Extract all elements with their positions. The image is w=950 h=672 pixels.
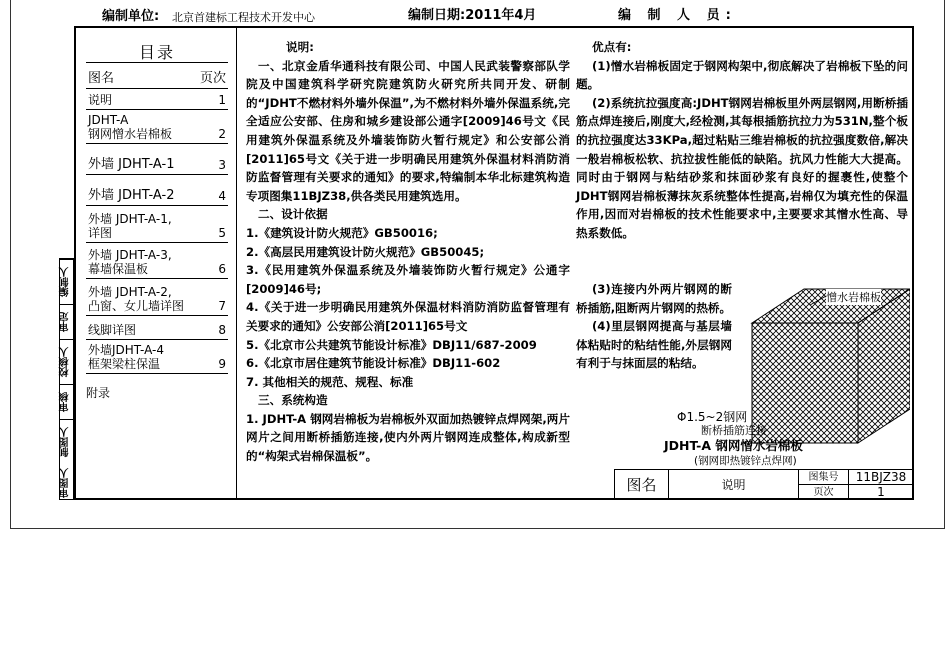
- toc-row-page: 9: [218, 357, 226, 371]
- toc-row[interactable]: [86, 175, 228, 206]
- toc-col-name: 图名: [88, 71, 115, 86]
- toc-row-page: 7: [218, 299, 226, 313]
- basis-title: 二、设计依据: [258, 207, 328, 222]
- header-strip: [98, 0, 948, 24]
- explanation-title: 说明:: [286, 40, 314, 54]
- sidebar-cell: 审定: [60, 304, 73, 339]
- atlas-value: 11BJZ38: [849, 470, 913, 485]
- basis-item: 2.《高层民用建筑设计防火规范》GB50045;: [246, 244, 485, 259]
- toc-row-name: 外墙 JDHT-A-1, 详图: [88, 212, 172, 240]
- toc-row-name: JDHT-A 钢网憎水岩棉板: [88, 113, 173, 141]
- explanation-intro: 一、北京金盾华通科技有限公司、中国人民武装警察部队学院及中国建筑科学研究院建筑防火研究所共同开发、研制的“JDHT不燃材料外墙外保温”,为不燃材料外墙外保温系统,完全适应公安部、住房和城乡建设部公通字[2009]46号文《民用建筑外保温系统及外墙装饰防火暂行规定》和公安部公消[2011]65号文《关于进一步明确民用建筑外保温材料消防消防监督管理有关要求的通知》的要求,特编制本华北标建筑构造专项图集11BJZ38,供各类民用建筑选用。: [246, 58, 570, 203]
- atlas-label: 图集号: [799, 470, 849, 485]
- toc-title: 目录: [86, 40, 228, 63]
- toc-row-page: 6: [218, 262, 226, 276]
- illustration-caption: JDHT-A 钢网憎水岩棉板: [664, 438, 803, 453]
- basis-item: 6.《北京市居住建筑节能设计标准》DBJ11-602: [246, 356, 501, 371]
- title-block-label: 图名: [615, 470, 669, 500]
- toc-row[interactable]: [86, 89, 228, 110]
- toc-row-name: 说明: [88, 93, 113, 107]
- toc-row-page: 8: [218, 323, 226, 337]
- sidebar-cell: 审图人: [60, 468, 71, 498]
- explanation-column: [246, 38, 570, 466]
- column-divider: [236, 26, 237, 500]
- toc-row-page: 1: [218, 93, 226, 107]
- advantage-item: (3)连接内外两片钢网的断桥插筋,阻断两片钢网的热桥。: [576, 282, 732, 315]
- toc-appendix: 附录: [86, 386, 111, 400]
- signature-sidebar: [59, 258, 74, 500]
- advantage-item: (4)里层钢网提高与基层墙体粘贴时的粘结性能,外层钢网有利于与抹面层的粘结。: [576, 319, 732, 371]
- toc-header: [86, 63, 228, 89]
- basis-item: 3.《民用建筑外保温系统及外墙装饰防火暂行规定》公通字[2009]46号;: [246, 263, 570, 296]
- toc-row-name: 外墙 JDHT-A-3, 幕墙保温板: [88, 248, 172, 276]
- sidebar-cell: 校核人: [60, 339, 73, 384]
- toc-row-name: 外墙JDHT-A-4 框架梁柱保温: [88, 343, 165, 371]
- toc-row-page: 5: [218, 226, 226, 240]
- toc-row[interactable]: [86, 206, 228, 243]
- toc-row-name: 外墙 JDHT-A-2: [88, 188, 175, 203]
- sidebar-cell: 审核: [60, 384, 73, 419]
- toc-row-name: 外墙 JDHT-A-1: [88, 157, 175, 172]
- basis-item: 1.《建筑设计防火规范》GB50016;: [246, 225, 438, 240]
- label-board: 憎水岩棉板: [826, 291, 881, 304]
- toc-row-page: 3: [218, 158, 226, 172]
- title-block: [614, 469, 914, 500]
- toc-row-name: 线脚详图: [88, 323, 137, 337]
- date-label: 编制日期:2011年4月: [408, 8, 537, 23]
- unit-label: 编制单位:: [102, 9, 160, 24]
- illustration-subcaption: (钢网即热镀锌点焊网): [694, 455, 797, 467]
- advantages-title: 优点有:: [592, 40, 632, 54]
- sidebar-cell: 编制人: [60, 259, 73, 304]
- toc-row[interactable]: [86, 144, 228, 175]
- advantage-item: (2)系统抗拉强度高:JDHT钢网岩棉板里外两层钢网,用断桥插筋点焊连接后,刚度大,经检测,其每根插筋抗拉力为531N,整个板的抗拉强度达33KPa,超过粘贴三维岩棉板的抗拉强度数倍,解决一般岩棉板松软、抗拉拔性能低的缺陷。抗风力性能大大提高。同时由于钢网与粘结砂浆和抹面砂浆有良好的握裹性,使整个JDHT钢网岩棉板薄抹灰系统整体性提高,岩棉仅为填充性的保温作用,因而对岩棉板的技术性能要求中,主要要求其憎水性高、导热系数低。: [576, 95, 908, 240]
- toc-row-page: 2: [218, 127, 226, 141]
- toc-row[interactable]: [86, 340, 228, 374]
- toc-row[interactable]: [86, 279, 228, 316]
- staff-label: 编 制 人 员:: [618, 8, 737, 23]
- toc-row[interactable]: [86, 243, 228, 279]
- sidebar-cell: 制图人: [60, 419, 73, 464]
- advantages-column: [576, 38, 908, 243]
- toc-col-page: 页次: [199, 71, 226, 86]
- basis-item: 7. 其他相关的规范、规程、标准: [246, 374, 414, 389]
- structure-title: 三、系统构造: [258, 393, 328, 408]
- advantages-column-lower: [576, 280, 732, 373]
- page-label: 页次: [799, 485, 849, 500]
- label-pin: 断桥插筋连接: [701, 424, 767, 437]
- unit-value: 北京首建标工程技术开发中心: [172, 11, 315, 24]
- toc-row[interactable]: [86, 110, 228, 144]
- toc-row-name: 外墙 JDHT-A-2, 凸窗、女儿墙详图: [88, 285, 185, 313]
- label-mesh: Φ1.5~2钢网: [677, 410, 748, 424]
- advantage-item: (1)憎水岩棉板固定于钢网构架中,彻底解决了岩棉板下坠的问题。: [576, 58, 908, 92]
- table-of-contents: [86, 40, 228, 401]
- basis-item: 4.《关于进一步明确民用建筑外保温材料消防消防监督管理有关要求的通知》公安部公消[2011]65号文: [246, 300, 570, 333]
- page-value: 1: [877, 485, 885, 499]
- toc-row[interactable]: [86, 316, 228, 340]
- title-block-name: 说明: [669, 470, 799, 500]
- toc-row-page: 4: [218, 189, 226, 203]
- structure-text: 1. JDHT-A 钢网岩棉板为岩棉板外双面加热镀锌点焊网架,两片网片之间用断桥插筋连接,使内外两片钢网连成整体,构成新型的“构架式岩棉保温板”。: [246, 411, 570, 464]
- basis-item: 5.《北京市公共建筑节能设计标准》DBJ11/687-2009: [246, 337, 537, 352]
